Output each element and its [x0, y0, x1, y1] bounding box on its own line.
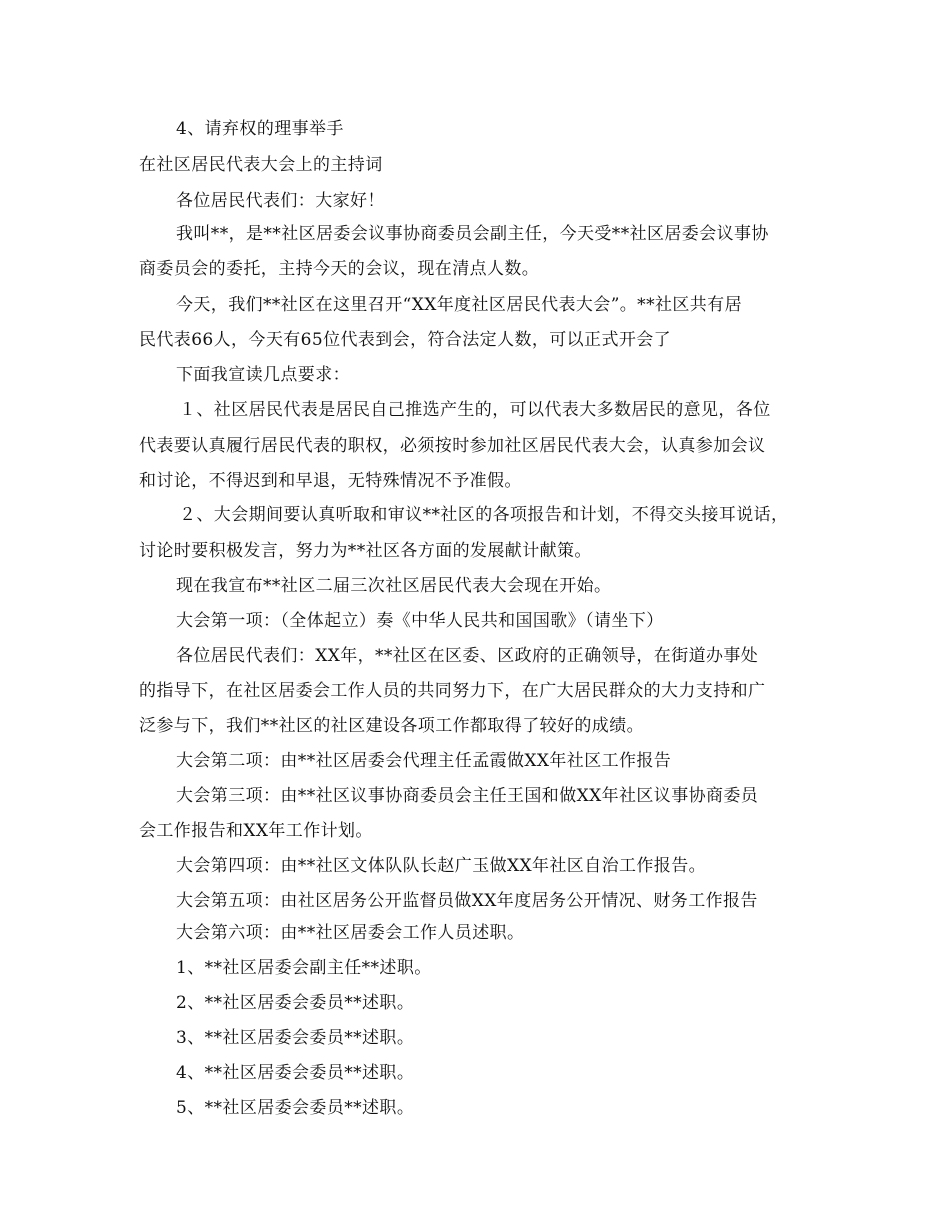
text-line: ２、大会期间要认真听取和审议**社区的各项报告和计划，不得交头接耳说话， — [179, 505, 789, 525]
list-item: 5、**社区居委会委员**述职。 — [176, 1098, 415, 1118]
text-line: 大会第二项：由**社区居委会代理主任孟霞做XX年社区工作报告 — [176, 751, 672, 771]
text-line: 会工作报告和XX年工作计划。 — [139, 821, 373, 841]
text-line: 各位居民代表们：XX年，**社区在区委、区政府的正确领导，在街道办事处 — [176, 646, 759, 666]
text-line: 讨论时要积极发言，努力为**社区各方面的发展献计献策。 — [139, 541, 592, 561]
text-line: 我叫**，是**社区居委会议事协商委员会副主任，今天受**社区居委会议事协 — [176, 224, 769, 244]
text-line: 民代表66人，今天有65位代表到会，符合法定人数，可以正式开会了 — [139, 330, 672, 350]
text-line: １、社区居民代表是居民自己推选产生的，可以代表大多数居民的意见，各位 — [179, 400, 771, 420]
text-line: 代表要认真履行居民代表的职权，必须按时参加社区居民代表大会，认真参加会议 — [139, 436, 766, 456]
list-item: 1、**社区居委会副主任**述职。 — [176, 958, 432, 978]
text-line: 下面我宣读几点要求： — [176, 365, 350, 385]
text-line: 4、请弃权的理事举手 — [176, 119, 344, 139]
text-line: 大会第一项：（全体起立）奏《中华人民共和国国歌》（请坐下） — [176, 611, 664, 631]
list-item: 2、**社区居委会委员**述职。 — [176, 993, 415, 1013]
text-line: 今天，我们**社区在这里召开“XX年度社区居民代表大会”。**社区共有居 — [176, 295, 742, 315]
text-line: 和讨论，不得迟到和早退，无特殊情况不予准假。 — [139, 471, 522, 491]
text-line: 大会第五项：由社区居务公开监督员做XX年度居务公开情况、财务工作报告 — [176, 891, 758, 911]
list-item: 4、**社区居委会委员**述职。 — [176, 1063, 415, 1083]
text-line: 大会第三项：由**社区议事协商委员会主任王国和做XX年社区议事协商委员 — [176, 786, 759, 806]
list-item: 3、**社区居委会委员**述职。 — [176, 1028, 415, 1048]
text-line: 现在我宣布**社区二届三次社区居民代表大会现在开始。 — [176, 576, 612, 596]
text-line: 的指导下，在社区居委会工作人员的共同努力下，在广大居民群众的大力支持和广 — [139, 681, 766, 701]
text-line: 大会第四项：由**社区文体队队长赵广玉做XX年社区自治工作报告。 — [176, 856, 707, 876]
text-line: 大会第六项：由**社区居委会工作人员述职。 — [176, 923, 525, 943]
text-heading: 在社区居民代表大会上的主持词 — [139, 155, 383, 175]
text-line: 商委员会的委托，主持今天的会议，现在清点人数。 — [139, 259, 540, 279]
text-line: 泛参与下，我们**社区的社区建设各项工作都取得了较好的成绩。 — [139, 716, 644, 736]
text-line: 各位居民代表们：大家好！ — [176, 191, 385, 211]
